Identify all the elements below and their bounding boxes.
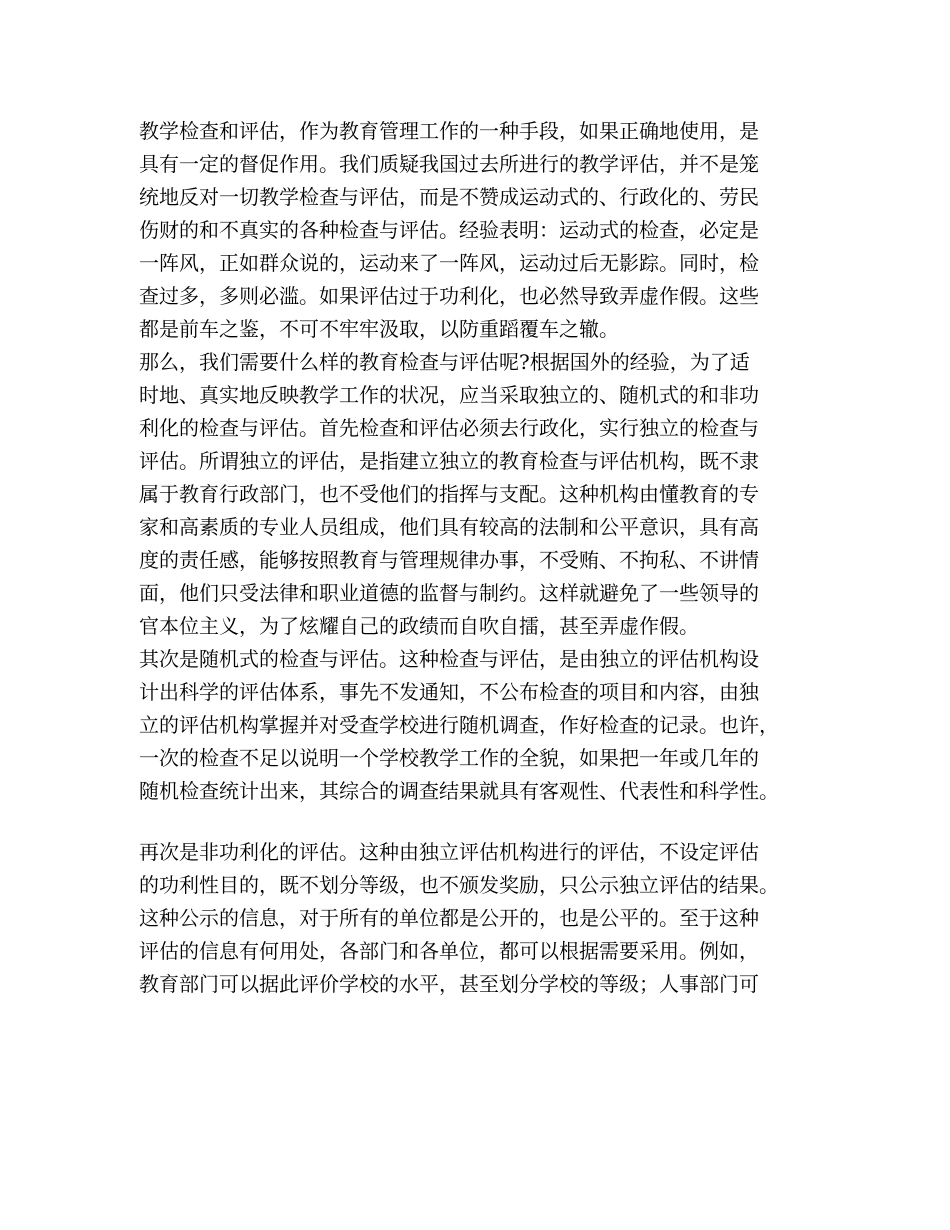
text-line: 评估。所谓独立的评估，是指建立独立的教育检查与评估机构，既不隶 [139, 449, 759, 473]
text-line: 伤财的和不真实的各种检查与评估。经验表明：运动式的检查，必定是 [139, 218, 759, 242]
paragraph-gap [139, 808, 839, 836]
text-line: 查过多，多则必滥。如果评估过于功利化，也必然导致弄虚作假。这些 [139, 284, 759, 308]
text-line: 利化的检查与评估。首先检查和评估必须去行政化，实行独立的检查与 [139, 416, 759, 440]
text-line: 面，他们只受法律和职业道德的监督与制约。这样就避免了一些领导的 [139, 581, 759, 605]
text-line: 具有一定的督促作用。我们质疑我国过去所进行的教学评估，并不是笼 [139, 152, 759, 176]
text-line: 统地反对一切教学检查与评估，而是不赞成运动式的、行政化的、劳民 [139, 185, 759, 209]
text-line: 的功利性目的，既不划分等级，也不颁发奖励，只公示独立评估的结果。 [139, 873, 779, 897]
text-line: 属于教育行政部门，也不受他们的指挥与支配。这种机构由懂教育的专 [139, 482, 759, 506]
text-line: 再次是非功利化的评估。这种由独立评估机构进行的评估，不设定评估 [139, 840, 759, 864]
text-line: 教育部门可以据此评价学校的水平，甚至划分学校的等级；人事部门可 [139, 972, 759, 996]
text-line: 度的责任感，能够按照教育与管理规律办事，不受贿、不拘私、不讲情 [139, 548, 759, 572]
text-line: 官本位主义，为了炫耀自己的政绩而自吹自擂，甚至弄虚作假。 [139, 614, 699, 638]
text-line: 那么，我们需要什么样的教育检查与评估呢?根据国外的经验，为了适 [139, 350, 750, 374]
text-line: 一次的检查不足以说明一个学校教学工作的全貌，如果把一年或几年的 [139, 746, 759, 770]
text-line: 立的评估机构掌握并对受查学校进行随机调查，作好检查的记录。也许， [139, 713, 779, 737]
text-line: 都是前车之鉴，不可不牢牢汲取，以防重蹈覆车之辙。 [139, 317, 619, 341]
text-line: 评估的信息有何用处，各部门和各单位，都可以根据需要采用。例如， [139, 939, 759, 963]
text-line: 计出科学的评估体系，事先不发通知，不公布检查的项目和内容，由独 [139, 680, 759, 704]
text-line: 一阵风，正如群众说的，运动来了一阵风，运动过后无影踪。同时，检 [139, 251, 759, 275]
text-line: 随机检查统计出来，其综合的调查结果就具有客观性、代表性和科学性。 [139, 779, 779, 803]
text-line: 时地、真实地反映教学工作的状况，应当采取独立的、随机式的和非功 [139, 383, 759, 407]
text-line: 这种公示的信息，对于所有的单位都是公开的，也是公平的。至于这种 [139, 906, 759, 930]
text-line: 家和高素质的专业人员组成，他们具有较高的法制和公平意识，具有高 [139, 515, 759, 539]
text-line: 教学检查和评估，作为教育管理工作的一种手段，如果正确地使用，是 [139, 119, 759, 143]
document-body [139, 115, 839, 1001]
text-line: 其次是随机式的检查与评估。这种检查与评估，是由独立的评估机构设 [139, 647, 759, 671]
